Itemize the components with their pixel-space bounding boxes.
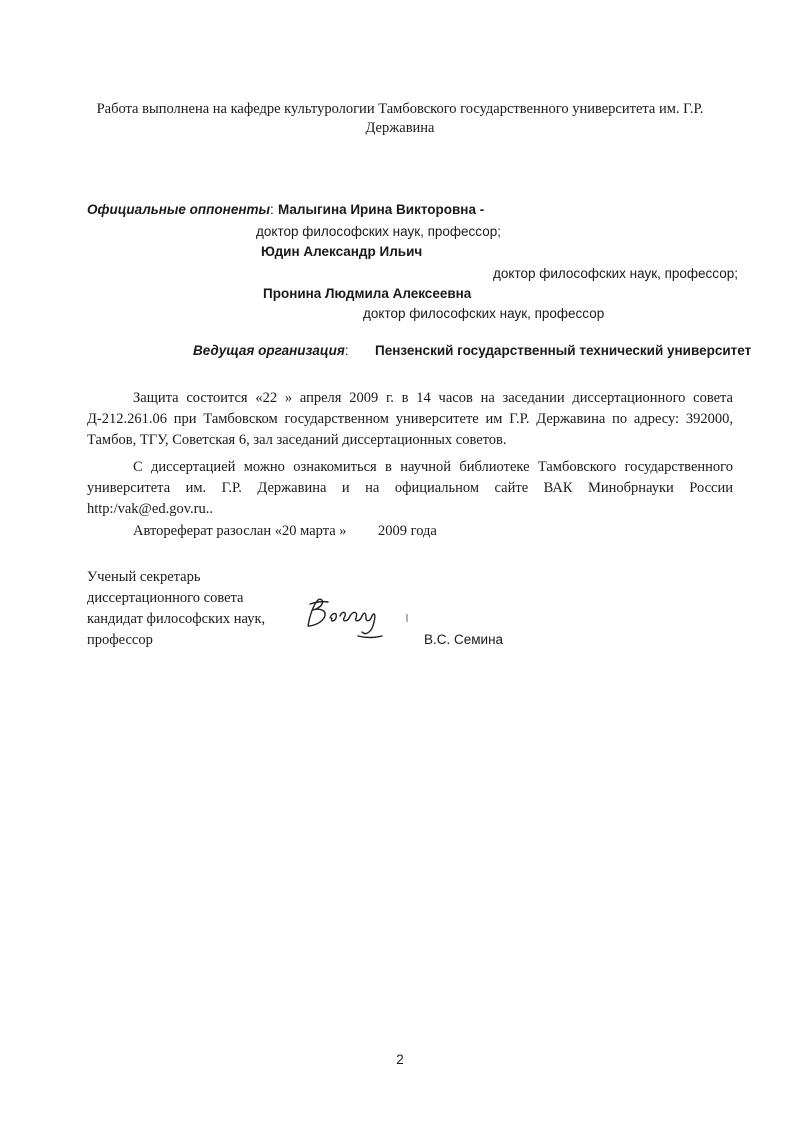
opponent-1-degree: доктор философских наук, профессор;: [256, 224, 501, 239]
opponent-2-degree: доктор философских наук, профессор;: [493, 266, 738, 281]
library-paragraph: С диссертацией можно ознакомиться в научной библиотеке Тамбовского государственного университета им. Г.Р. Державина и на официальном сайте ВАК Минобрнауки России http:/vak@ed.gov.ru..: [87, 459, 733, 517]
opponent-2-name: Юдин Александр Ильич: [261, 244, 423, 259]
opponents-label: [87, 202, 274, 217]
opponent-3-degree: доктор философских наук, профессор: [363, 306, 605, 321]
secretary-line-2: диссертационного совета: [87, 590, 244, 606]
lead-org-value: Пензенский государственный технический университет: [375, 343, 752, 358]
secretary-name: В.С. Семина: [424, 632, 504, 647]
secretary-line-1: Ученый секретарь: [87, 569, 201, 585]
opponent-3-name: Пронина Людмила Алексеевна: [263, 286, 472, 301]
sent-year: 2009 года: [378, 523, 437, 539]
page-number: 2: [396, 1052, 404, 1067]
lead-org-label-text: Ведущая организация: [193, 343, 345, 358]
header-line-2: Державина: [365, 120, 435, 136]
opponents-label-text: Официальные оппоненты: [87, 202, 271, 217]
secretary-line-3: кандидат философских наук,: [87, 611, 266, 627]
opponents-label-separator: :: [270, 202, 274, 217]
defense-paragraph: Защита состоится «22 » апреля 2009 г. в 14 часов на заседании диссертационного совета Д-212.261.06 при Тамбовском государственном университете им Г.Р. Державина по адресу: 392000, Тамбов, ТГУ, Советская 6, зал заседаний диссертационных советов.: [87, 390, 733, 448]
secretary-line-4: профессор: [87, 632, 153, 648]
signature-image: [300, 592, 412, 646]
lead-org-label-separator: :: [344, 343, 349, 358]
header-line-1: Работа выполнена на кафедре культурологии Тамбовского государственного университета им. Г.Р.: [96, 101, 704, 117]
opponent-1-name: Малыгина Ирина Викторовна -: [278, 202, 485, 217]
sent-label: Автореферат разослан «20 марта »: [133, 523, 347, 539]
lead-org-label: [193, 343, 349, 358]
